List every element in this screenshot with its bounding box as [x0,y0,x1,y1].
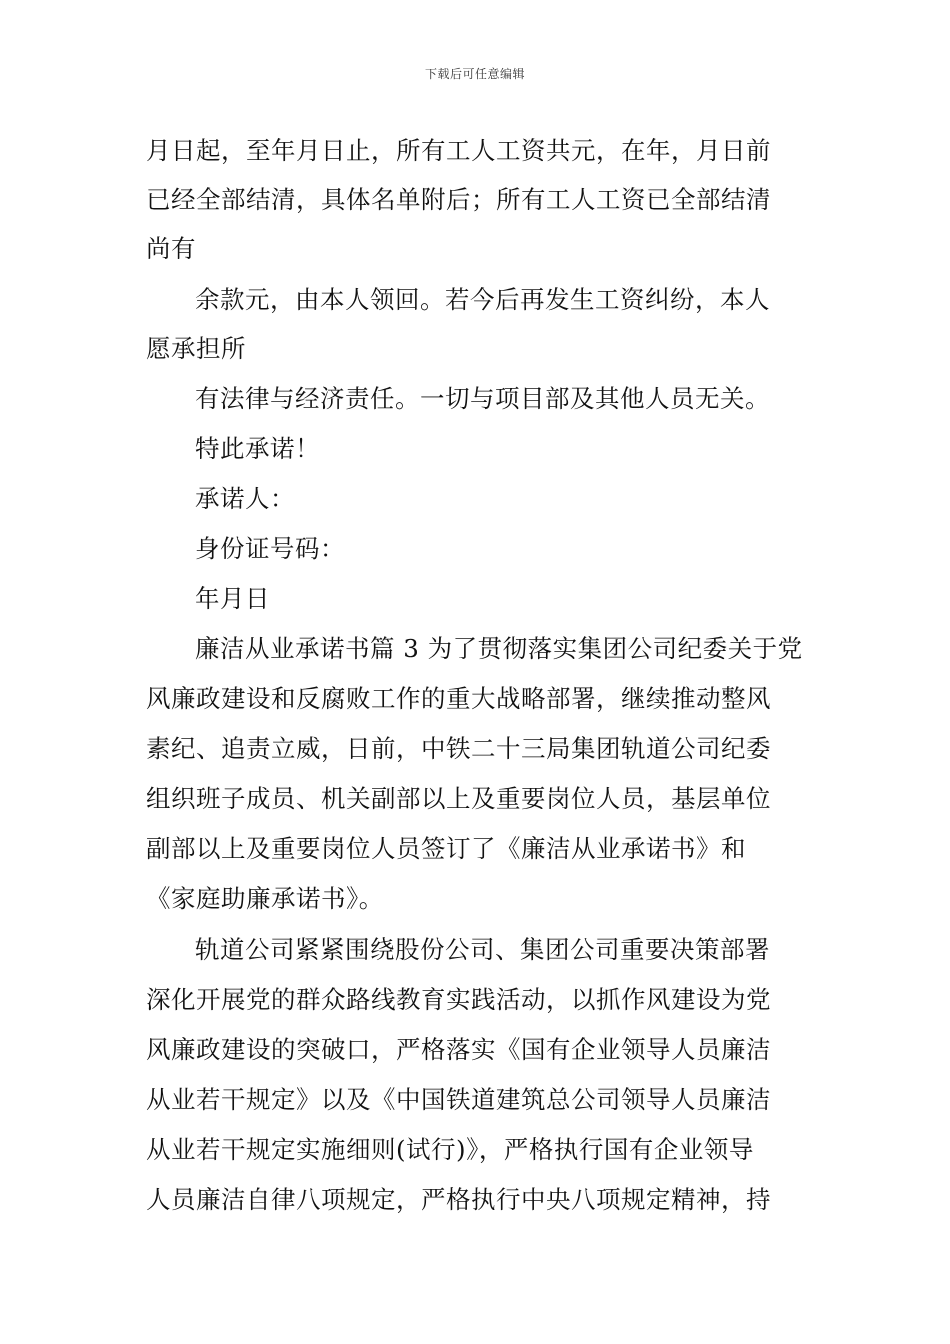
text-line: 身份证号码： [195,534,345,563]
text-line: 有法律与经济责任。一切与项目部及其他人员无关。 [195,384,770,413]
text-line: 尚有 [146,234,196,263]
text-line: 从业若干规定》以及《中国铁道建筑总公司领导人员廉洁 [146,1085,771,1114]
text-line: 余款元，由本人领回。若今后再发生工资纠纷，本人 [195,285,770,314]
text-line: 人员廉洁自律八项规定，严格执行中央八项规定精神，持 [146,1185,771,1214]
text-line: 廉洁从业承诺书篇 3 为了贯彻落实集团公司纪委关于党 [195,634,803,663]
text-line: 特此承诺！ [195,434,320,463]
text-line: 从业若干规定实施细则(试行)》，严格执行国有企业领导 [146,1135,754,1164]
text-line: 副部以上及重要岗位人员签订了《廉洁从业承诺书》和 [146,834,746,863]
text-line: 《家庭助廉承诺书》。 [146,884,384,913]
text-line: 风廉政建设的突破口，严格落实《国有企业领导人员廉洁 [146,1035,771,1064]
text-line: 素纪、追责立威，日前，中铁二十三局集团轨道公司纪委 [146,734,771,763]
text-line: 深化开展党的群众路线教育实践活动，以抓作风建设为党 [146,985,771,1014]
text-line: 月日起，至年月日止，所有工人工资共元，在年，月日前 [146,136,771,165]
text-line: 愿承担所 [146,334,246,363]
text-line: 组织班子成员、机关副部以上及重要岗位人员，基层单位 [146,784,771,813]
page-header-note: 下载后可任意编辑 [424,67,525,81]
text-line: 已经全部结清，具体名单附后；所有工人工资已全部结清 [146,185,771,214]
text-line: 风廉政建设和反腐败工作的重大战略部署，继续推动整风 [146,684,771,713]
text-line: 轨道公司紧紧围绕股份公司、集团公司重要决策部署 [195,935,770,964]
text-line: 年月日 [195,584,270,613]
text-line: 承诺人： [195,484,295,513]
